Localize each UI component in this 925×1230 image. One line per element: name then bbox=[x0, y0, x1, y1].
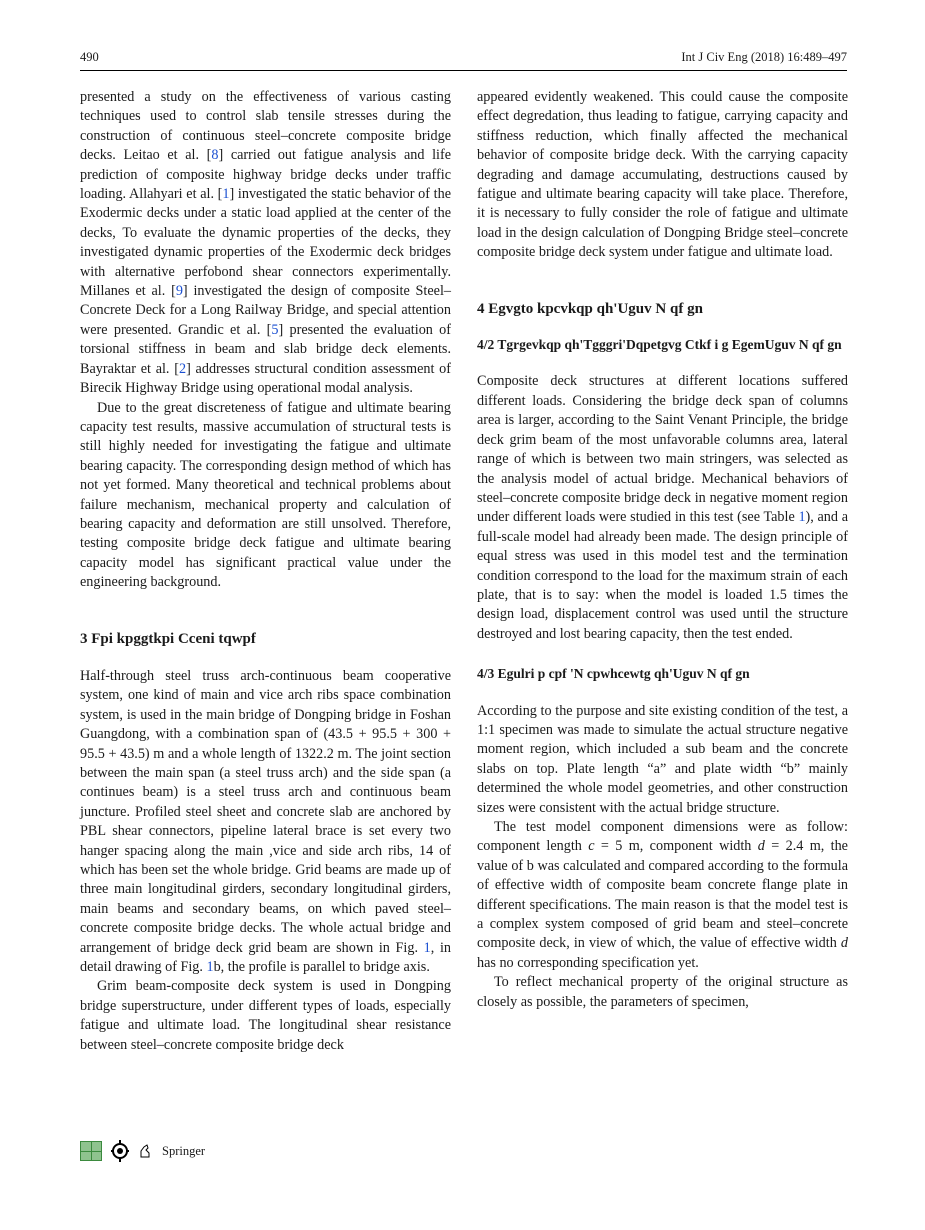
section-heading: 3 Fpi kpggtkpi Cceni tqwpf bbox=[80, 630, 256, 647]
paragraph: Grim beam-composite deck system is used in Dongping bridge superstructure, under different types of loads, especially fatigue and ultimate load. The longitudinal shear resistance between steel–concrete composite bridge deck bbox=[80, 978, 451, 1053]
publisher-footer bbox=[80, 1138, 205, 1164]
section-heading: 4 Egvgto kpcvkqp qh'Uguv N qf gn bbox=[477, 300, 703, 317]
subsection-heading: 4/3 Egulri p cpf 'N cpwhcewtg qh'Uguv N qf gn bbox=[477, 666, 750, 682]
paragraph: According to the purpose and site existing condition of the test, a 1:1 specimen was made to simulate the actual structure negative moment region, which included a sub beam and the concrete slabs on top. Plate length “a” and plate width “b” mainly determined the whole model geometries, and other construction sizes were consistent with the actual bridge structure. bbox=[477, 702, 848, 816]
reference-link[interactable]: 9 bbox=[175, 283, 183, 300]
reference-link[interactable]: 1 bbox=[222, 186, 230, 203]
right-column bbox=[477, 88, 848, 1012]
paragraph: appeared evidently weakened. This could cause the composite effect degredation, thus leading to fatigue, carrying capacity and stiffness reduction, which finally affected the mechanical behavior of composite bridge deck. With the carrying capacity degrading and damage accumulating, destructions caused by fatigue and ultimate bearing capacity will take place. Therefore, it is necessary to fully consider the role of fatigue and ultimate load in the design calculation of Dongping Bridge steel–concrete composite bridge deck system under fatigue and ultimate load. bbox=[477, 89, 848, 261]
reference-link[interactable]: 2 bbox=[178, 360, 187, 377]
subsection-heading: 4/2 Tgrgevkqp qh'Tgggri'Dqpetgvg Ctkf i g EgemUguv N qf gn bbox=[477, 337, 842, 353]
springer-horse-icon bbox=[138, 1143, 152, 1159]
paragraph: Composite deck structures at different locations suffered different loads. Considering the bridge deck span of columns area is larger, according to the Saint Venant Principle, the bridge deck grim beam of the most unfavorable columns area, lateral range of which is between two main stringers, was selected as the analysis model of actual bridge. Mechanical behaviors of steel–concrete composite bridge deck in negative moment region under different loads were studied in this test (see Table 1), and a full-scale model had already been made. The design principle of equal stress was used in this model test and the termination condition correspond to the load for the maximum strain of each plate, that is to say: when the model is loaded 1.5 times the design load, displacement control was used until the structure destroyed and lost bearing capacity, then the test ended. bbox=[477, 373, 848, 642]
journal-citation: Int J Civ Eng (2018) 16:489–497 bbox=[681, 50, 847, 64]
publisher-name: Springer bbox=[162, 1143, 206, 1158]
paragraph: To reflect mechanical property of the original structure as closely as possible, the parameters of specimen, bbox=[477, 974, 848, 1010]
reference-link[interactable]: 5 bbox=[271, 321, 279, 338]
paragraph: The test model component dimensions were as follow: component length c = 5 m, component width d = 2.4 m, the value of b was calculated and compared according to the formula of effective width of composite beam concrete flange plate in different specifications. The main reason is that the model test is a complex system composed of grid beam and steel–concrete composite deck, in view of which, the value of effective width d has no corresponding specification yet. bbox=[477, 819, 848, 971]
figure-link[interactable]: 1 bbox=[206, 959, 214, 976]
paragraph: presented a study on the effectiveness of various casting techniques used to control slab tensile stresses during the construction of continuous steel–concrete composite bridge decks. Leitao et al. [8] carried out fatigue analysis and life prediction of composite highway bridge decks under traffic loading. Allahyari et al. [1] investigated the static behavior of the Exodermic decks under a static load applied at the center of the decks, To evaluate the dynamic properties of the decks, they investigated dynamic properties of the Exodermic deck bridges with alternative perfobond shear connectors experimentally. Millanes et al. [9] investigated the design of composite Steel–Concrete Deck for a Long Railway Bridge, and special attention were presented. Grandic et al. [5] presented the evaluation of torsional stiffness in beam and slab bridge deck elements. Bayraktar et al. [2] addresses structural condition assessment of Birecik Highway Bridge using operational modal analysis. bbox=[80, 89, 452, 397]
left-column bbox=[80, 88, 451, 1055]
page-number: 490 bbox=[80, 50, 99, 64]
paragraph: Half-through steel truss arch-continuous beam cooperative system, one kind of main and vice arch ribs space combination system, is used in the main bridge of Dongping bridge in Foshan Guangdong, with a combination span of (43.5 + 95.5 + 300 + 95.5 + 43.5) m and a whole length of 1322.2 m. The joint section between the main span (a steel truss arch) and the side span (a continues beam) is a steel truss arch and continuous beam juncture. Profiled steel sheet and concrete slab are anchored by PBL shear connectors, pipeline lateral brace is set every two hanger spacing along the main ,vice and side arch ribs, 14 of which has been set the whole bridge. Grid beams are made up of three main longitudinal girders, secondary longitudinal girders, main beams and secondary beams, on which paved steel–concrete composite bridge decks. The whole actual bridge and arrangement of bridge deck grid beam are shown in Fig. 1, in detail drawing of Fig. 1b, the profile is parallel to bridge axis. bbox=[80, 667, 451, 976]
epsc-logo-icon bbox=[80, 1141, 102, 1161]
running-header bbox=[80, 50, 847, 71]
table-link[interactable]: 1 bbox=[798, 509, 806, 526]
reference-link[interactable]: 8 bbox=[211, 147, 219, 164]
society-emblem-icon bbox=[110, 1139, 130, 1163]
figure-link[interactable]: 1 bbox=[423, 939, 431, 956]
paragraph: Due to the great discreteness of fatigue and ultimate bearing capacity test results, massive accumulation of structural tests is still highly needed for investigating the fatigue and ultimate bearing capacity. The corresponding design method of which has not yet formed. Many theoretical and technical problems about failure mechanism, mechanical property and calculation of bearing capacity and deformation are still unsolved. Therefore, testing composite bridge deck fatigue and ultimate bearing capacity model has significant practical value under the engineering background. bbox=[80, 399, 451, 591]
